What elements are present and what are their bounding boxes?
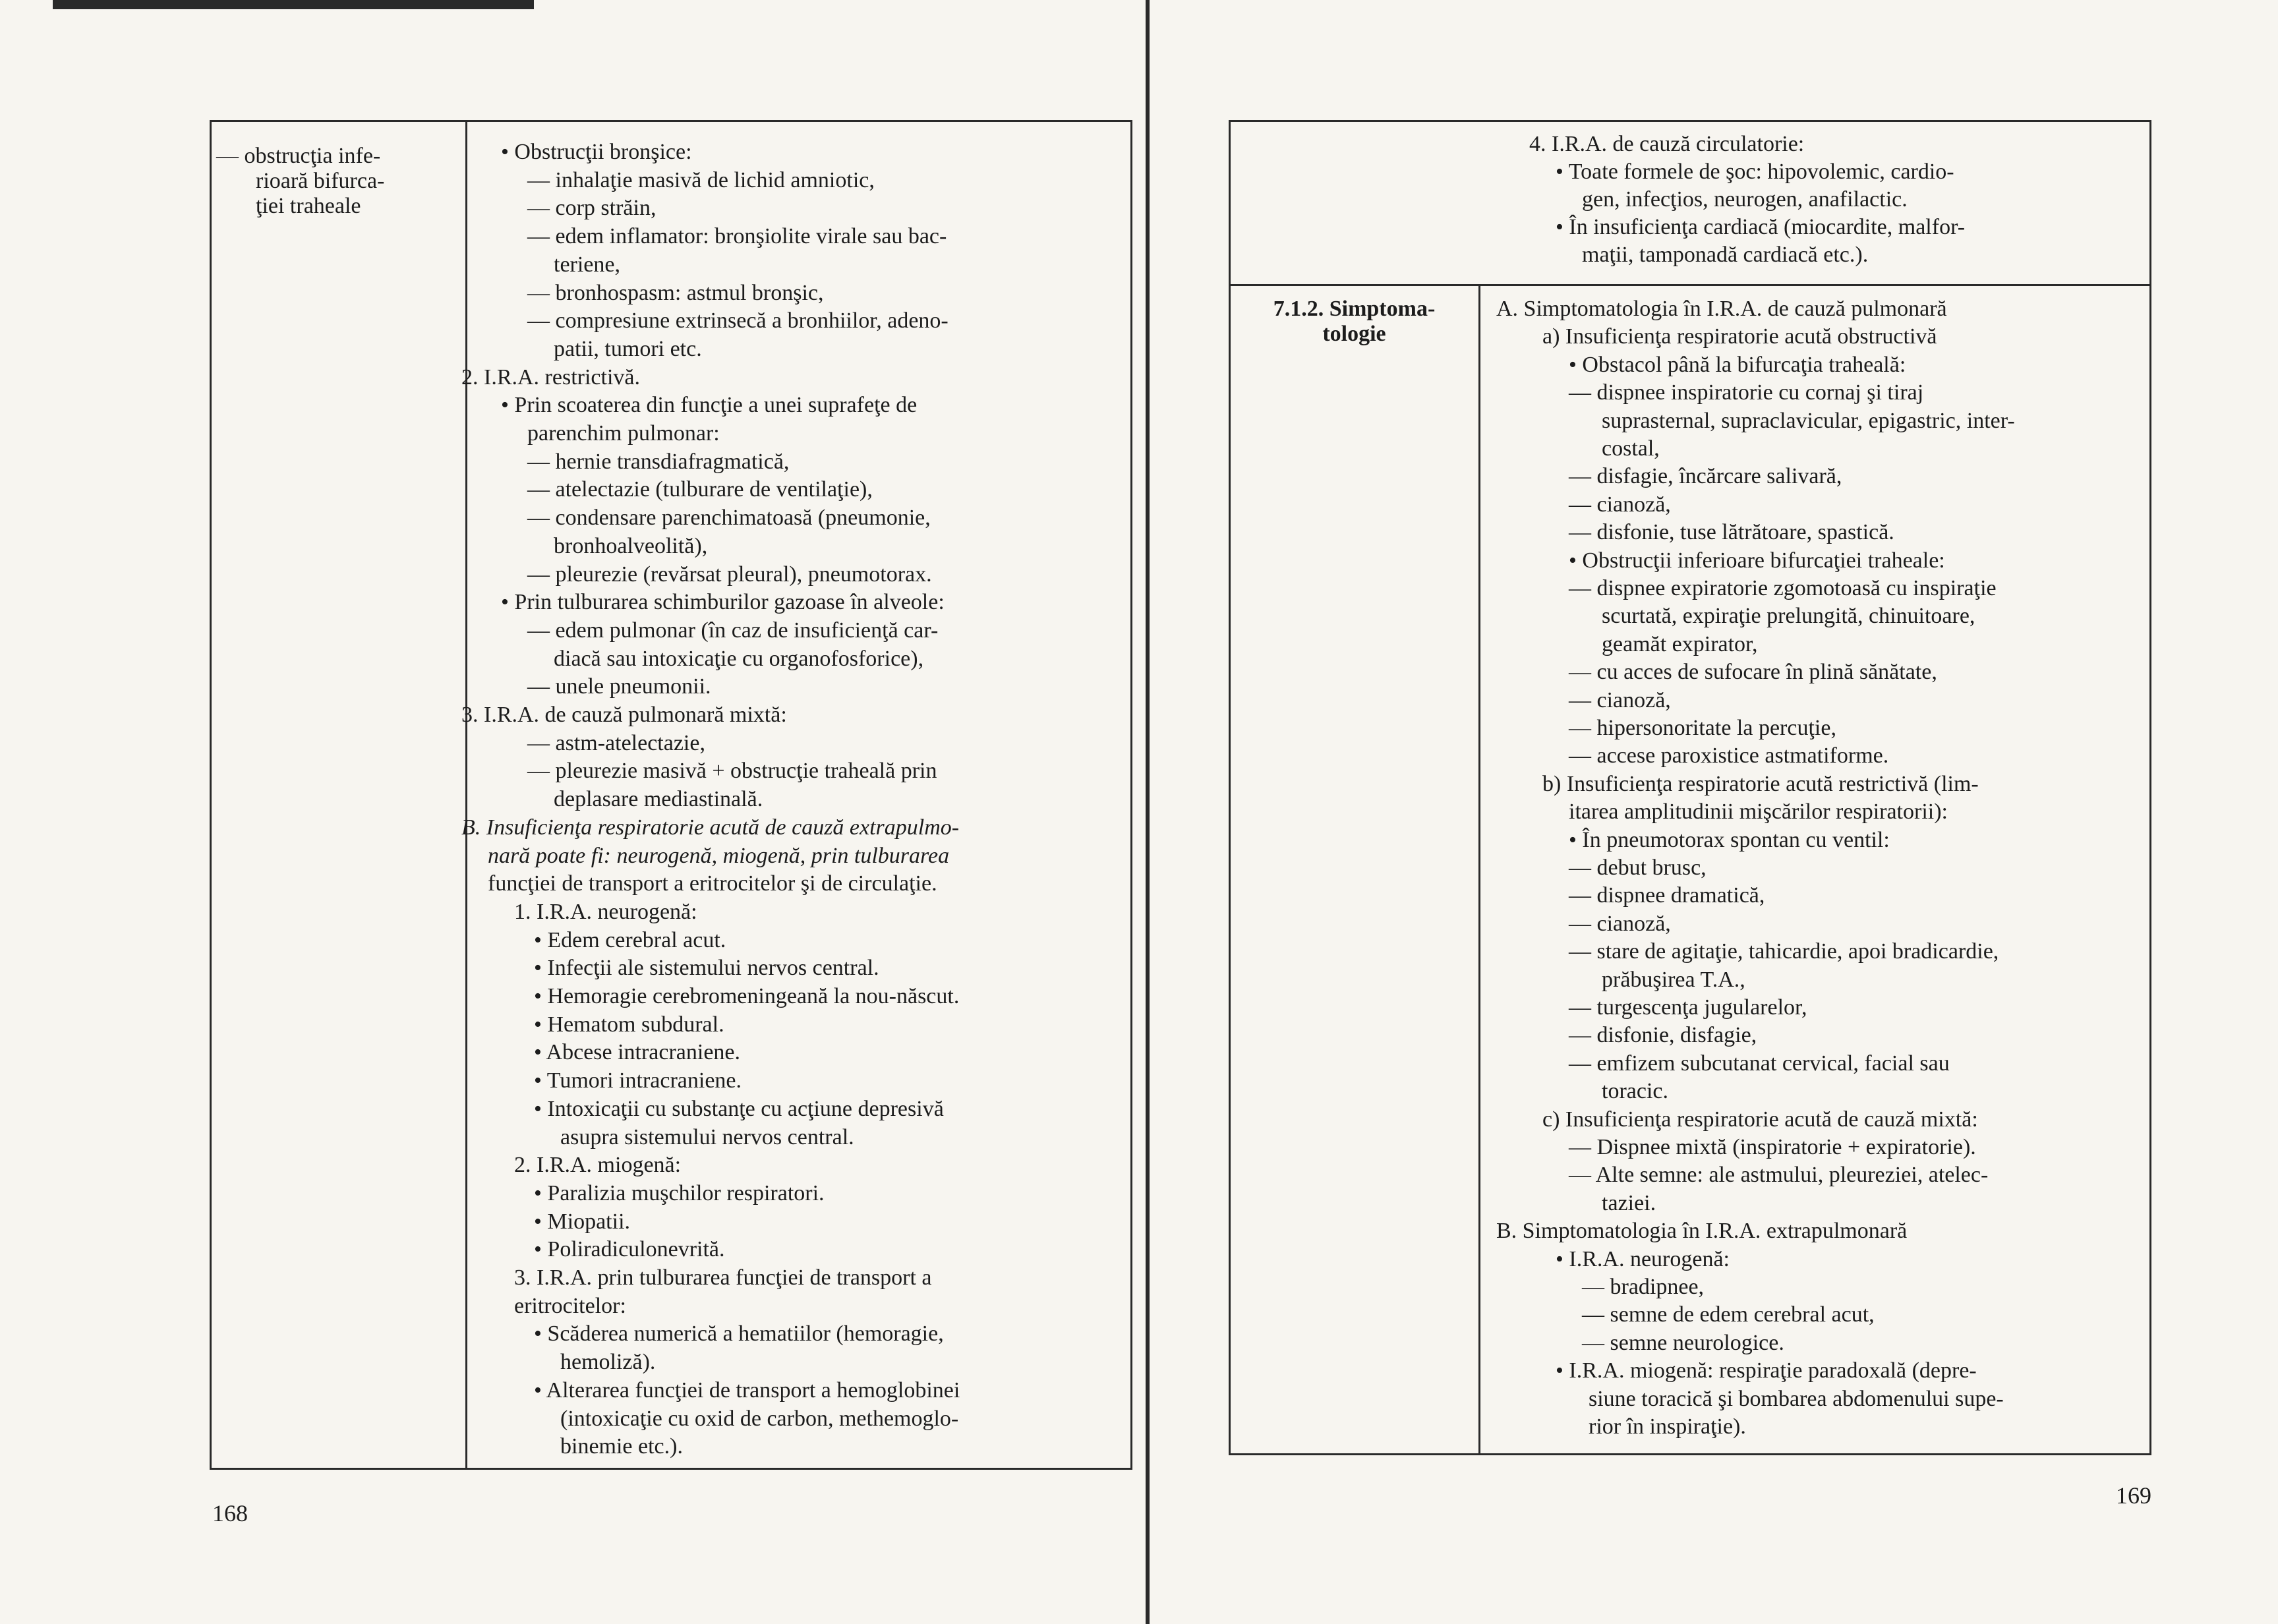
text-line: 1. I.R.A. neurogenă: [514, 899, 697, 924]
text-line: funcţiei de transport a eritrocitelor şi de circulaţie. [488, 871, 937, 896]
side-label-line: — obstrucţia infe- [216, 144, 381, 168]
text-line: — dispnee expiratorie zgomotoasă cu inspiraţie [1569, 576, 1997, 600]
side-label-line: rioară bifurca- [256, 169, 385, 193]
text-line: • Obstacol până la bifurcaţia traheală: [1569, 352, 1906, 377]
text-line: teriene, [554, 252, 620, 277]
text-line: — hernie transdiafragmatică, [527, 449, 790, 474]
text-line: gen, infecţios, neurogen, anafilactic. [1582, 187, 1908, 212]
book-gutter [1146, 0, 1150, 1624]
left-body-text [461, 138, 1127, 1463]
text-line: • Toate formele de şoc: hipovolemic, cardio- [1556, 160, 1954, 184]
text-line: 3. I.R.A. de cauză pulmonară mixtă: [461, 703, 787, 727]
text-line: — bronhospasm: astmul bronşic, [527, 280, 824, 305]
text-line: a) Insuficienţa respiratorie acută obstructivă [1542, 324, 1937, 349]
text-line: suprasternal, supraclavicular, epigastric, inter- [1602, 408, 2015, 433]
text-line: — astm-atelectazie, [527, 730, 705, 755]
text-line: • Obstrucţii bronşice: [501, 140, 692, 164]
text-line: binemie etc.). [560, 1434, 683, 1459]
text-line: — emfizem subcutanat cervical, facial sau [1569, 1051, 1950, 1076]
text-line: hemoliză). [560, 1350, 656, 1375]
text-line: • Hematom subdural. [534, 1012, 724, 1037]
text-line: costal, [1602, 436, 1660, 461]
text-line: deplasare mediastinală. [554, 787, 763, 812]
text-line: • În insuficienţa cardiacă (miocardite, malfor- [1556, 215, 1966, 239]
text-line: — condensare parenchimatoasă (pneumonie, [527, 506, 931, 531]
right-body-text [1496, 295, 2146, 1449]
text-line: — accese paroxistice astmatiforme. [1569, 743, 1889, 768]
text-line: 3. I.R.A. prin tulburarea funcţiei de transport a [514, 1265, 932, 1290]
text-line: siune toracică şi bombarea abdomenului supe- [1589, 1386, 2004, 1411]
text-line: — bradipnee, [1582, 1275, 1705, 1299]
text-line: • Intoxicaţii cu substanţe cu acţiune depresivă [534, 1096, 944, 1121]
text-line: geamăt expirator, [1602, 631, 1758, 656]
text-line: itarea amplitudinii mişcărilor respiratorii): [1569, 799, 1948, 825]
text-line: maţii, tamponadă cardiacă etc.). [1582, 243, 1869, 267]
text-line: — disfonie, disfagie, [1569, 1023, 1757, 1048]
text-line: (intoxicaţie cu oxid de carbon, methemoglo- [560, 1406, 959, 1431]
text-line: b) Insuficienţa respiratorie acută restrictivă (lim- [1542, 771, 1979, 796]
text-line: • Miopatii. [534, 1209, 631, 1234]
section-label-line: 7.1.2. Simptoma- [1273, 297, 1436, 321]
text-line: — disfagie, încărcare salivară, [1569, 464, 1842, 489]
text-line: 2. I.R.A. restrictivă. [461, 364, 640, 390]
text-line: • Paralizia muşchilor respiratori. [534, 1180, 825, 1205]
text-line: parenchim pulmonar: [527, 421, 720, 446]
text-line: — stare de agitaţie, tahicardie, apoi bradicardie, [1569, 939, 1999, 964]
text-line: — pleurezie masivă + obstrucţie traheală prin [527, 759, 937, 784]
text-line: rior în inspiraţie). [1589, 1414, 1746, 1439]
text-line: — cu acces de sufocare în plină sănătate, [1569, 660, 1937, 685]
text-line: — cianoză, [1569, 687, 1671, 712]
text-line: • Abcese intracraniene. [534, 1040, 741, 1065]
text-line: nară poate fi: neurogenă, miogenă, prin tulburarea [488, 843, 950, 868]
text-line: scurtată, expiraţie prelungită, chinuitoare, [1602, 604, 1975, 629]
text-line: • În pneumotorax spontan cu ventil: [1569, 827, 1890, 852]
section-label-line: tologie [1322, 322, 1386, 346]
text-line: — debut brusc, [1569, 856, 1707, 880]
text-line: — corp străin, [527, 196, 657, 221]
top-edge-bar [53, 0, 534, 9]
text-line: • Hemoragie cerebromeningeană la nou-născut. [534, 984, 960, 1008]
text-line: — cianoză, [1569, 492, 1671, 517]
section-label [1234, 295, 1475, 355]
left-side-label [216, 142, 440, 235]
text-line: • I.R.A. neurogenă: [1556, 1246, 1730, 1271]
text-line: — dispnee dramatică, [1569, 883, 1765, 908]
text-line: • Scăderea numerică a hematiilor (hemoragie, [534, 1321, 944, 1347]
text-line: patii, tumori etc. [554, 336, 702, 361]
text-line: • Prin scoaterea din funcţie a unei suprafeţe de [501, 393, 918, 418]
text-line: — pleurezie (revărsat pleural), pneumotorax. [527, 562, 932, 587]
text-line: — unele pneumonii. [527, 674, 711, 699]
text-line: — cianoză, [1569, 911, 1671, 936]
text-line: 4. I.R.A. de cauză circulatorie: [1529, 132, 1805, 156]
text-line: • Obstrucţii inferioare bifurcaţiei traheale: [1569, 548, 1945, 573]
text-line: prăbuşirea T.A., [1602, 967, 1745, 992]
text-line: • Alterarea funcţiei de transport a hemoglobinei [534, 1378, 960, 1403]
text-line: • Prin tulburarea schimburilor gazoase în alveole: [501, 590, 945, 615]
text-line: • Infecţii ale sistemului nervos central. [534, 956, 879, 981]
text-line: — Dispnee mixtă (inspiratorie + expiratorie). [1569, 1135, 1976, 1159]
text-line: diacă sau intoxicaţie cu organofosforice), [554, 646, 924, 671]
text-line: • Edem cerebral acut. [534, 927, 726, 952]
text-line: — turgescenţa jugularelor, [1569, 995, 1807, 1020]
text-line: — dispnee inspiratorie cu cornaj şi tiraj [1569, 380, 1924, 405]
text-line: A. Simptomatologia în I.R.A. de cauză pulmonară [1496, 297, 1947, 321]
text-line: bronhoalveolită), [554, 533, 708, 558]
text-line: • Tumori intracraniene. [534, 1068, 742, 1093]
text-line: — disfonie, tuse lătrătoare, spastică. [1569, 520, 1894, 545]
text-line: • Poliradiculonevrită. [534, 1237, 725, 1262]
text-line: 2. I.R.A. miogenă: [514, 1153, 682, 1178]
text-line: — edem inflamator: bronşiolite virale sau bac- [527, 224, 947, 249]
text-line: — inhalaţie masivă de lichid amniotic, [527, 167, 875, 192]
page-number-right: 169 [2116, 1482, 2151, 1509]
text-line: • I.R.A. miogenă: respiraţie paradoxală (depre- [1556, 1358, 1977, 1383]
text-line: — semne de edem cerebral acut, [1582, 1302, 1875, 1327]
page-number-left: 168 [212, 1500, 248, 1526]
text-line: B. Simptomatologia în I.R.A. extrapulmonară [1496, 1219, 1908, 1244]
right-column-divider [1478, 284, 1480, 1453]
text-line: — compresiune extrinsecă a bronhiilor, adeno- [527, 308, 949, 334]
text-line: — semne neurologice. [1582, 1330, 1784, 1355]
text-line: eritrocitelor: [514, 1293, 626, 1318]
right-top-text [1529, 130, 2142, 282]
text-line: — atelectazie (tulburare de ventilaţie), [527, 477, 873, 502]
right-row-divider [1231, 284, 2149, 286]
text-line: — edem pulmonar (în caz de insuficienţă car- [527, 618, 939, 643]
text-line: toracic. [1602, 1079, 1668, 1104]
text-line: taziei. [1602, 1190, 1656, 1215]
text-line: c) Insuficienţa respiratorie acută de cauză mixtă: [1542, 1107, 1978, 1132]
side-label-line: ţiei traheale [256, 194, 361, 218]
text-line: — Alte semne: ale astmului, pleureziei, atelec- [1569, 1163, 1989, 1188]
text-line: asupra sistemului nervos central. [560, 1124, 854, 1149]
text-line: — hipersonoritate la percuţie, [1569, 716, 1836, 740]
text-line: B. Insuficienţa respiratorie acută de cauză extrapulmo- [461, 815, 960, 840]
